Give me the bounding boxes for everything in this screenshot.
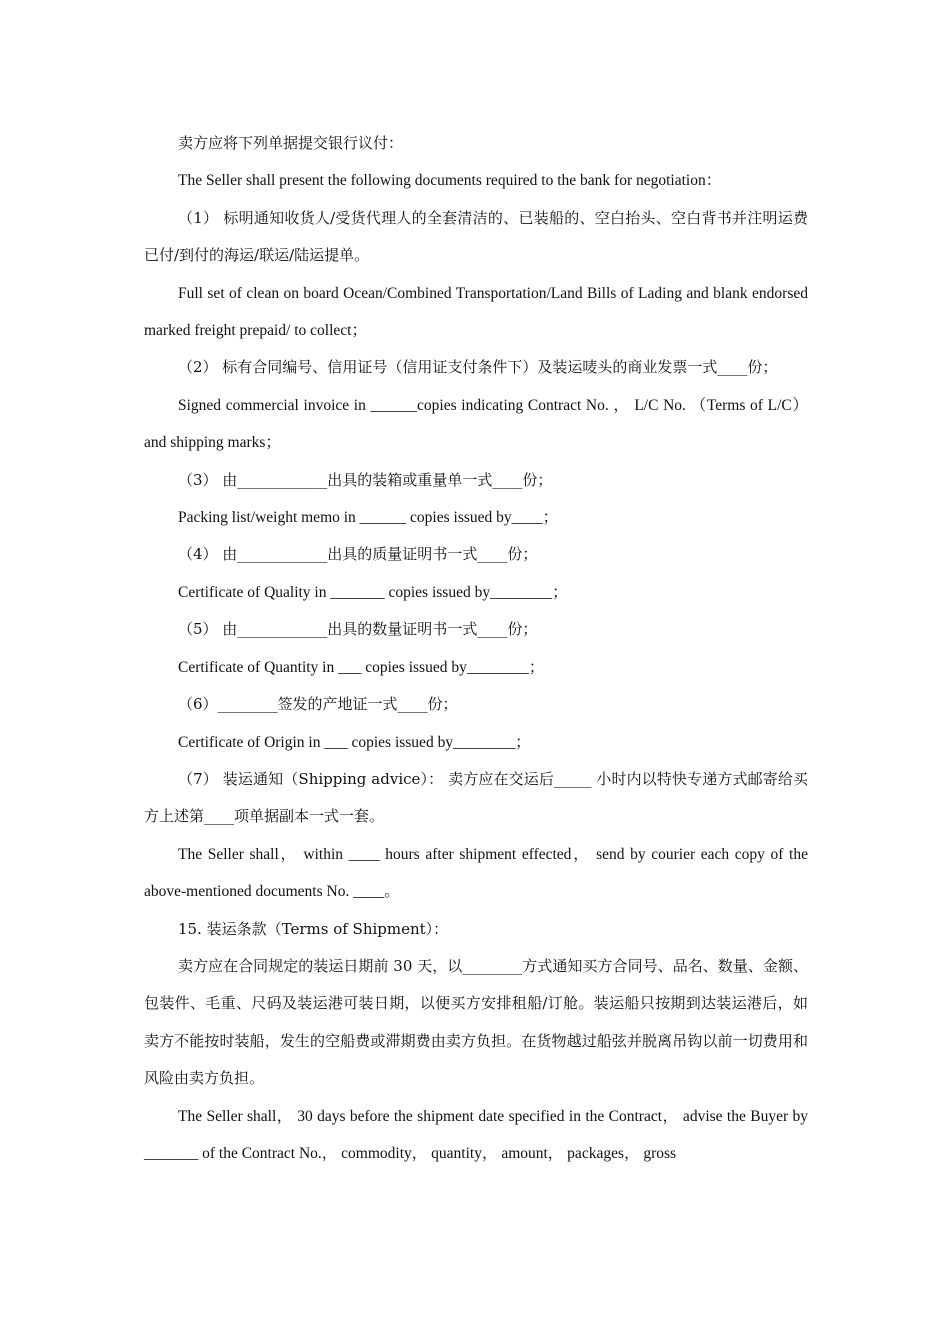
paragraph-item-3-zh: （3） 由____________出具的装箱或重量单一式____份； (178, 470, 553, 489)
paragraph-item-1-en: Full set of clean on board Ocean/Combined Transportation/Land Bills of Lading and blank endorsed marked freight prepaid/ to collect； (144, 284, 808, 340)
document-body (144, 125, 808, 1172)
paragraph-item-4-zh: （4） 由____________出具的质量证明书一式____份； (178, 545, 538, 564)
paragraph-shipment-terms-zh: 卖方应在合同规定的装运日期前 30 天，以________方式通知买方合同号、品名、数量、金额、包装件、毛重、尺码及装运港可装日期，以便买方安排租船/订舱。装运船只按期到达装运港后，如卖方不能按时装船，发生的空船费或滞期费由卖方负担。在货物越过船弦并脱离吊钩以前一切费用和风险由卖方负担。 (144, 956, 808, 1088)
paragraph-documents-header-en: The Seller shall present the following documents required to the bank for negotiation： (178, 172, 722, 190)
paragraph-item-1-zh: （1） 标明通知收货人/受货代理人的全套清洁的、已装船的、空白抬头、空白背书并注明运费已付/到付的海运/联运/陆运提单。 (144, 208, 808, 265)
paragraph-shipment-terms-en: The Seller shall， 30 days before the shipment date specified in the Contract， advise the Buyer by _______ of the Contract No.， commodity， quantity， amount， packages， gross (144, 1107, 808, 1162)
paragraph-item-5-zh: （5） 由____________出具的数量证明书一式____份； (178, 620, 538, 639)
paragraph-documents-header-zh: 卖方应将下列单据提交银行议付： (178, 134, 404, 152)
paragraph-item-7-en: The Seller shall， within ____ hours after shipment effected， send by courier each copy of the above-mentioned documents No. ____。 (144, 845, 808, 901)
paragraph-item-3-en: Packing list/weight memo in ______ copies issued by____； (178, 509, 559, 527)
section-heading-terms-of-shipment: 15. 装运条款（Terms of Shipment）： (178, 919, 449, 938)
paragraph-item-5-en: Certificate of Quantity in ___ copies issued by________； (178, 658, 545, 676)
paragraph-item-2-zh: （2） 标有合同编号、信用证号（信用证支付条件下）及装运唛头的商业发票一式____份； (178, 358, 778, 377)
paragraph-item-2-en: Signed commercial invoice in ______copies indicating Contract No. ， L/C No. （Terms of L/C） and shipping marks； (144, 396, 808, 452)
paragraph-item-6-en: Certificate of Origin in ___ copies issued by________； (178, 733, 531, 751)
paragraph-item-7-zh: （7） 装运通知（Shipping advice）： 卖方应在交运后_____ 小时内以特快专递方式邮寄给买方上述第____项单据副本一式一套。 (144, 769, 808, 826)
paragraph-item-4-en: Certificate of Quality in _______ copies issued by________； (178, 583, 568, 601)
paragraph-item-6-zh: （6）________签发的产地证一式____份； (178, 695, 458, 714)
